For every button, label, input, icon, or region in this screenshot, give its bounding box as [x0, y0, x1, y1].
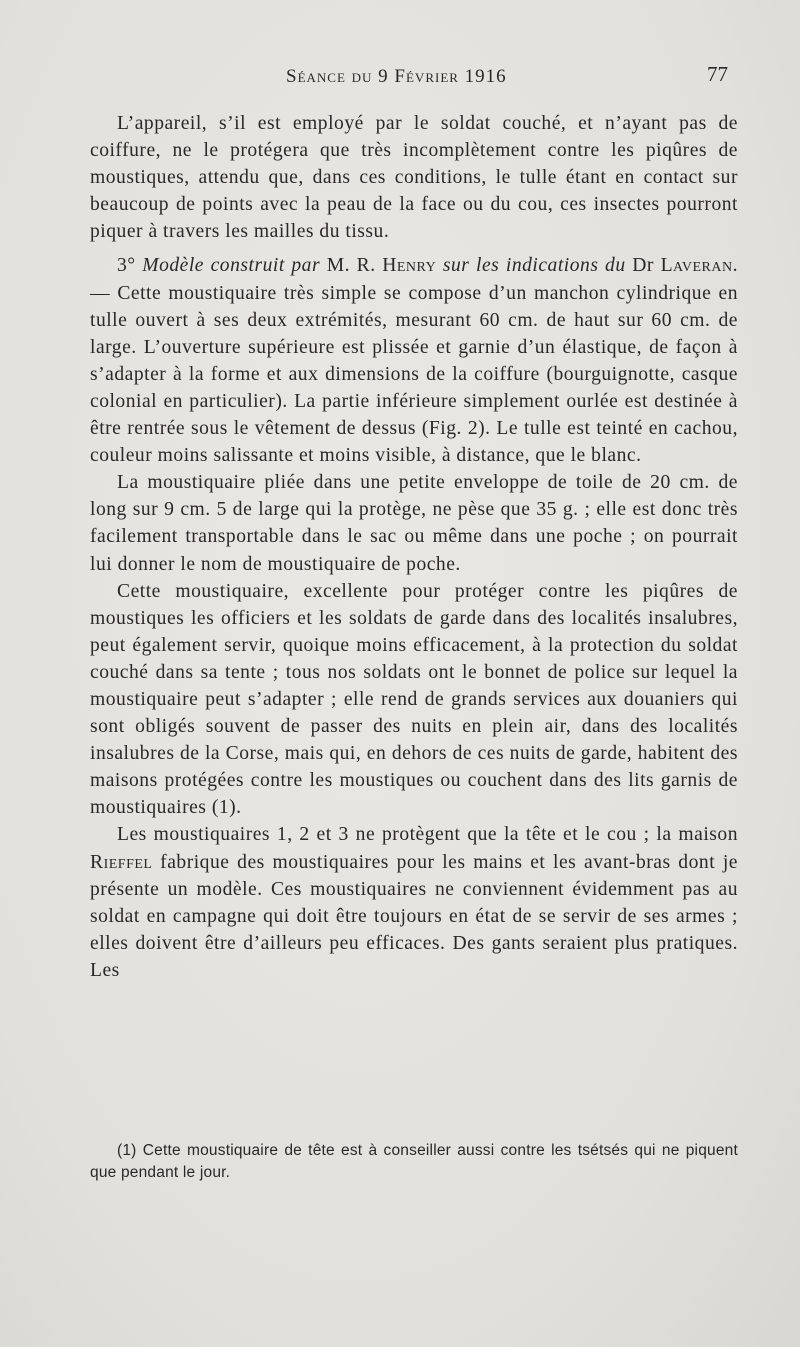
- paragraph-4: Cette moustiquaire, excellente pour protéger contre les piqûres de moustiques les officiers et les soldats de garde dans des localités insalubres, peut également servir, quoique moins efficacement, à la protection du soldat couché dans sa tente ; tous nos soldats ont le bonnet de police sur lequel la moustiquaire peut s’adapter ; elle rend de grands services aux douaniers qui sont obligés souvent de passer des nuits en plein air, dans des localités insalubres de la Corse, mais qui, en dehors de ces nuits de garde, habitent des maisons protégées contre les moustiques ou couchent dans des lits garnis de moustiquaires (1).: [90, 580, 738, 819]
- section-number: 3°: [117, 255, 136, 277]
- rieffel-name: Rieffel: [90, 851, 153, 873]
- paragraph-5-before: Les moustiquaires 1, 2 et 3 ne protègent que la tête et le cou ; la maison: [117, 824, 738, 846]
- footnote-text: (1) Cette moustiquaire de tête est à conseiller aussi contre les tsétsés qui ne piquent que pendant le jour.: [90, 1142, 738, 1181]
- paragraph-5: [90, 821, 738, 984]
- author-prefix: M. R.: [326, 255, 376, 277]
- doctor-abbrev: Dr: [632, 255, 654, 277]
- body-text: [90, 110, 738, 984]
- paragraph-3: La moustiquaire pliée dans une petite enveloppe de toile de 20 cm. de long sur 9 cm. 5 de large qui la protège, ne pèse que 35 g. ; elle est donc très facilement transportable dans le sac ou même dans une poche ; on pourrait lui donner le nom de moustiquaire de poche.: [90, 472, 738, 575]
- paragraph-2: [90, 252, 738, 469]
- paragraph-1: L’appareil, s’il est employé par le soldat couché, et n’ayant pas de coiffure, ne le protégera que très incomplètement contre les piqûres de moustiques, attendu que, dans ces conditions, le tulle étant en contact sur beaucoup de points avec la peau de la face ou du cou, ces insectes pourront piquer à travers les mailles du tissu.: [90, 113, 738, 243]
- laveran-name: Laveran: [660, 255, 733, 277]
- running-head-title: Séance du 9 Février 1916: [286, 66, 507, 87]
- italic-heading-b: sur les indications du: [442, 255, 626, 277]
- page-number: 77: [707, 62, 728, 86]
- paragraph-5-after: fabrique des moustiquaires pour les mains et les avant-bras dont je présente un modèle. Ces moustiquaires ne conviennent évidemment pas au soldat en campagne qui doit être toujours en état de se servir de ses armes ; elles doivent être d’ailleurs peu efficaces. Des gants seraient plus pratiques. Les: [90, 851, 738, 981]
- author-name: Henry: [382, 255, 437, 277]
- italic-heading-a: Modèle construit par: [142, 255, 321, 277]
- footnote: [90, 1140, 738, 1184]
- running-head: [0, 62, 800, 92]
- paragraph-2-body: . — Cette moustiquaire très simple se compose d’un manchon cylindrique en tulle ouvert à ses deux extrémités, mesurant 60 cm. de haut sur 60 cm. de large. L’ouverture supérieure est plissée et garnie d’un élastique, de façon à s’adapter à la forme et aux dimensions de la coiffure (bourguignotte, casque colonial en particulier). La partie inférieure simplement ourlée est destinée à être rentrée sous le vêtement de dessus (Fig. 2). Le tulle est teinté en cachou, couleur moins salissante et moins visible, à distance, que le blanc.: [90, 255, 738, 467]
